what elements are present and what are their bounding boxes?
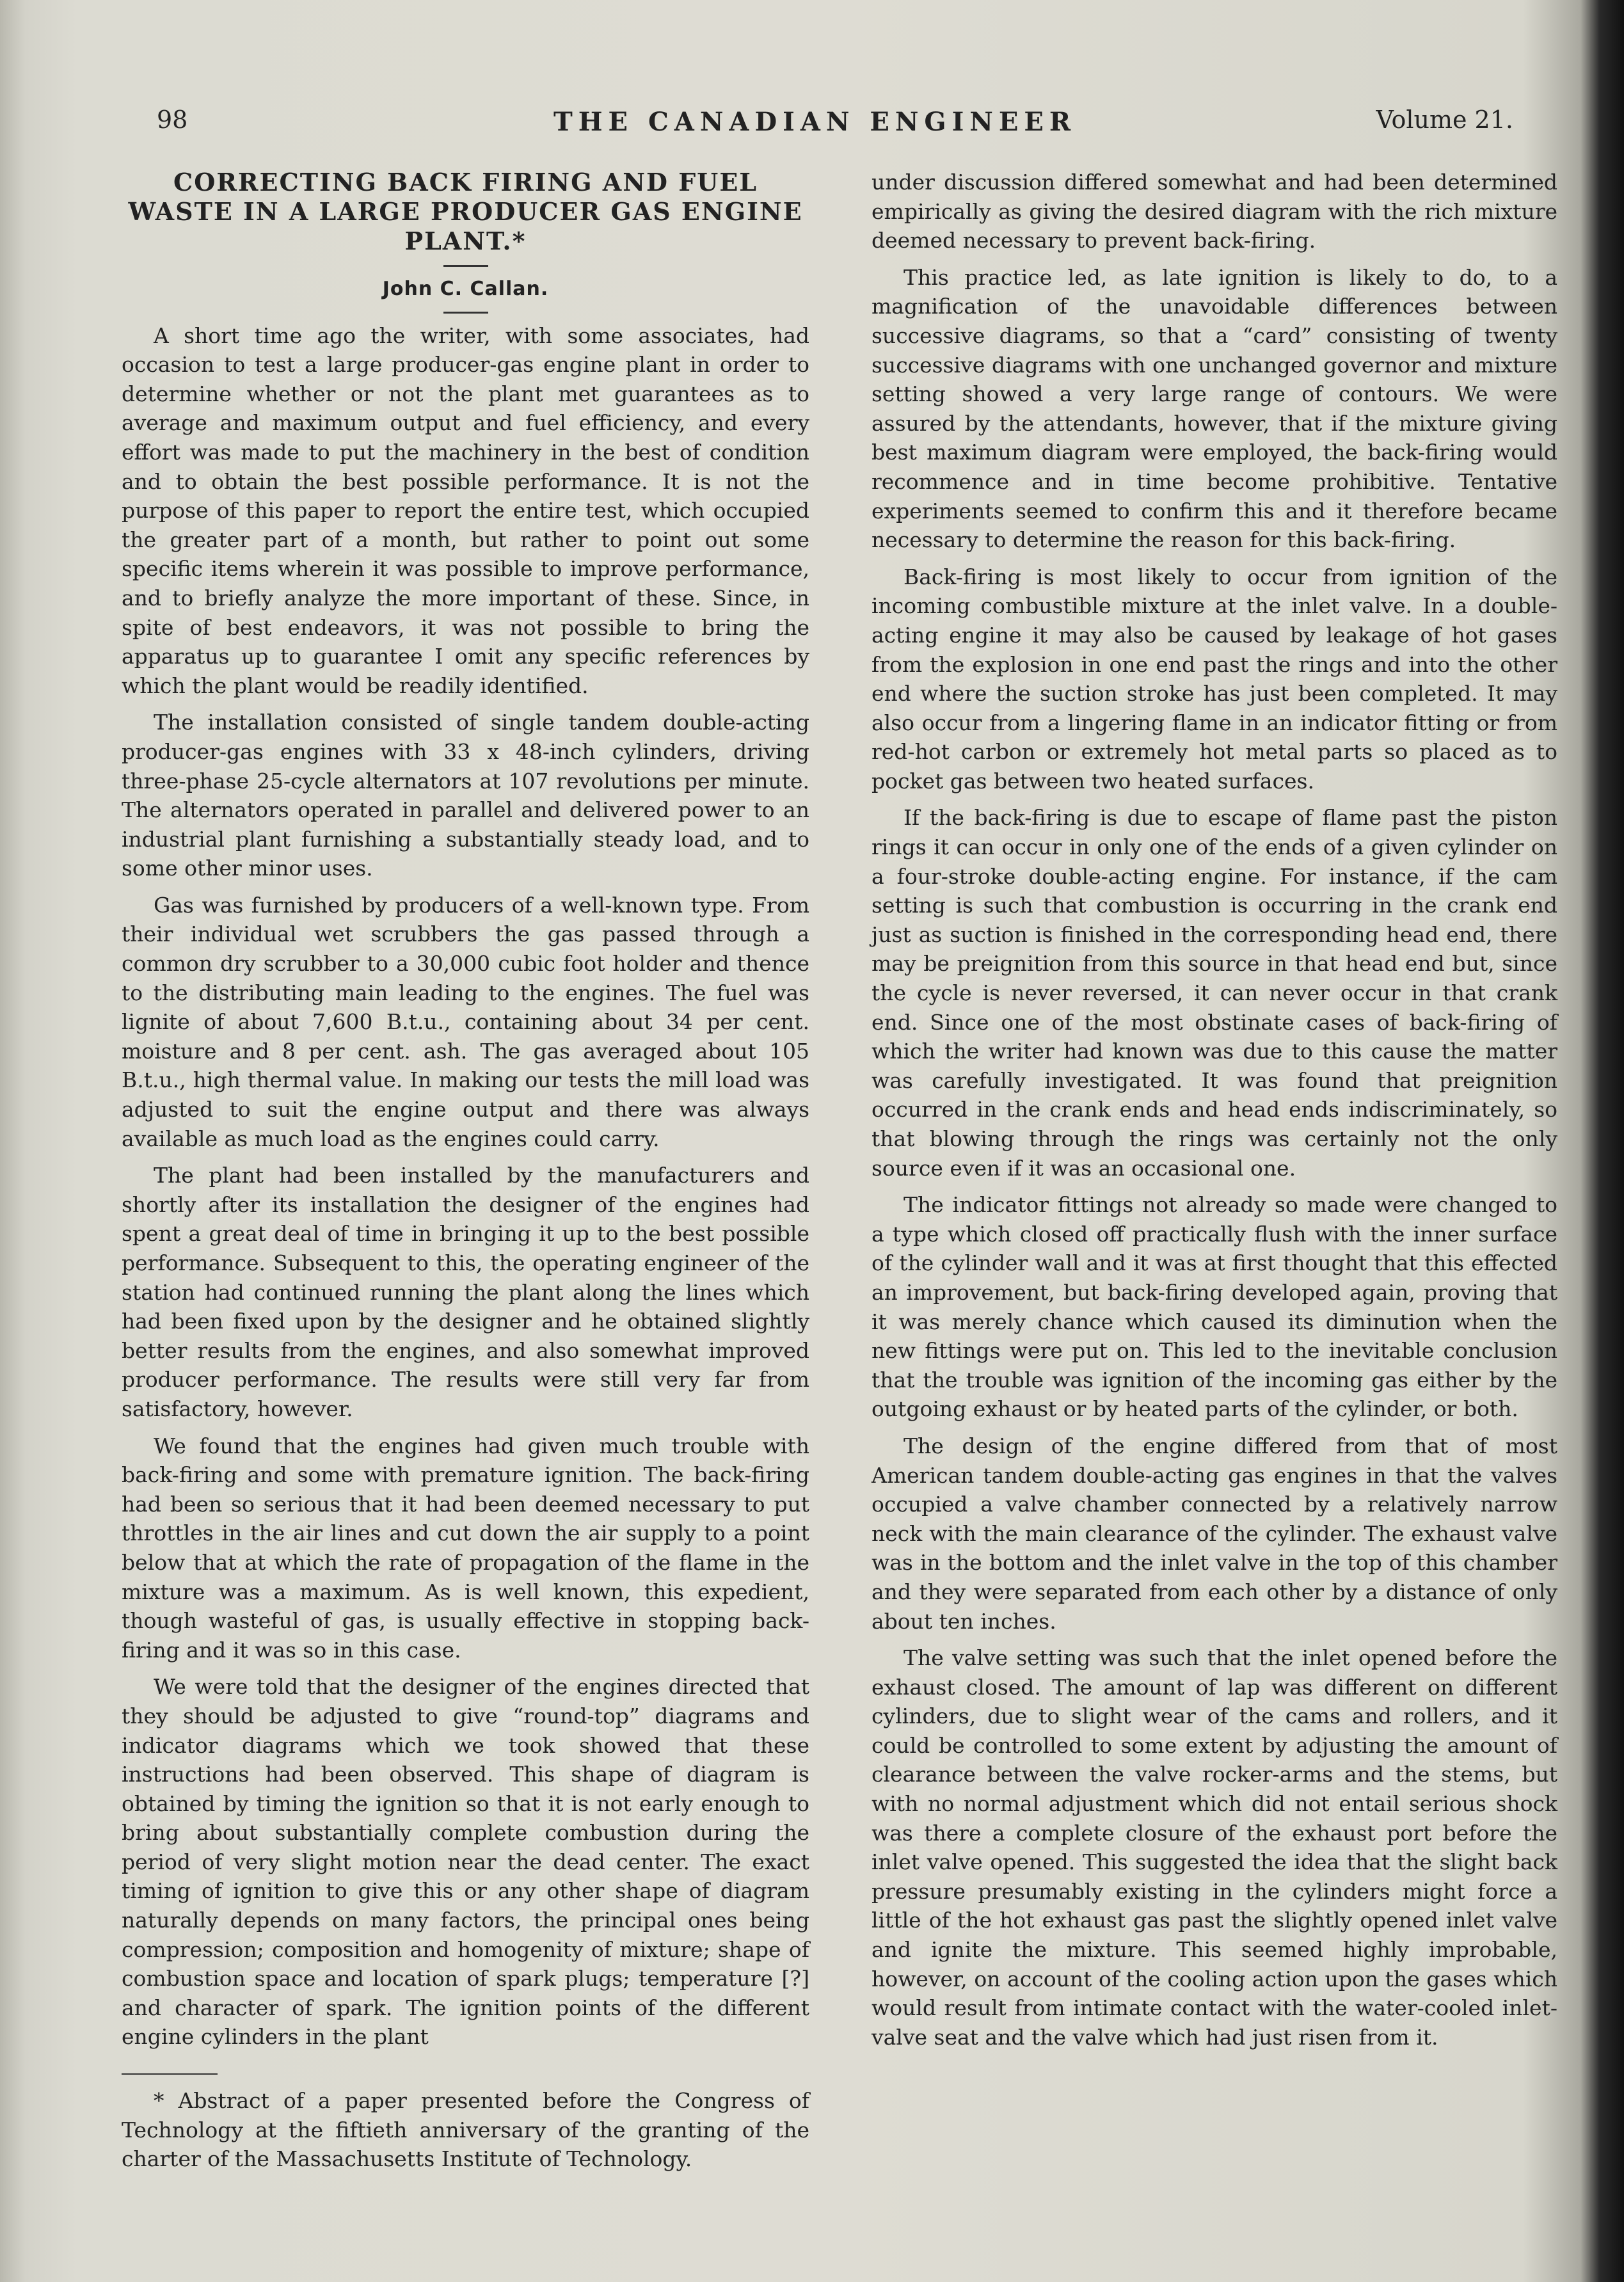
journal-title: THE CANADIAN ENGINEER [553,107,1077,137]
paragraph: The indicator fittings not already so made were changed to a type which closed off practically flush with the inner surface of the cylinder wall and it was at first thought that this effected an improvement, but back-firing developed again, proving that it was merely chance which caused its diminution when the new fittings were put on. This led to the inevitable conclusion that the trouble was ignition of the incoming gas either by the outgoing exhaust or by heated parts of the cylinder, or both. [872,1192,1557,1422]
paragraph: This practice led, as late ignition is likely to do, to a magnification of the unavoidable differences between successive diagrams, so that a “card” consisting of twenty successive diagrams with one unchanged governor and mixture setting showed a very large range of contours. We were assured by the attendants, however, that if the mixture giving best maximum diagram were employed, the back-firing would recommence and in time become prohibitive. Tentative experiments seemed to confirm this and it therefore became necessary to determine the reason for this back-firing. [872,264,1557,553]
paragraph: A short time ago the writer, with some associates, had occasion to test a large producer-gas engine plant in order to determine whether or not the plant met guarantees as to average and maximum output and fuel efficiency, and every effort was made to put the machinery in the best of condition and to obtain the best possible performance. It is not the purpose of this paper to report the entire test, which occupied the greater part of a month, but rather to point out some specific items wherein it was possible to improve performance, and to briefly analyze the more important of these. Since, in spite of best endeavors, it was not possible to bring the apparatus up to guarantee I omit any specific references by which the plant would be readily identified. [122,323,809,698]
paragraph: We found that the engines had given much trouble with back-firing and some with premature ignition. The back-firing had been so serious that it had been deemed necessary to put throttles in the air lines and cut down the air supply to a point below that at which the rate of propagation of the flame in the mixture was a maximum. As is well known, this expedient, though wasteful of gas, is usually effective in stopping back-firing and it was so in this case. [122,1433,809,1663]
paragraph: The plant had been installed by the manufacturers and shortly after its installation the designer of the engines had spent a great deal of time in bringing it up to the best possible performance. Subsequent to this, the operating engineer of the station had continued running the plant along the lines which had been fixed upon by the designer and he obtained slightly better results from the engines, and also somewhat improved producer performance. The results were still very far from satisfactory, however. [122,1163,809,1421]
paragraph: The installation consisted of single tandem double-acting producer-gas engines with 33 x 48-inch cylinders, driving three-phase 25-cycle alternators at 107 revolutions per minute. The alternators operated in parallel and delivered power to an industrial plant furnishing a substantially steady load, and to some other minor uses. [122,710,809,881]
footnote-rule [122,2073,218,2075]
paragraph: Gas was furnished by producers of a well-known type. From their individual wet scrubbers the gas passed through a common dry scrubber to a 30,000 cubic foot holder and thence to the distributing main leading to the engines. The fuel was lignite of about 7,600 B.t.u., containing about 34 per cent. moisture and 8 per cent. ash. The gas averaged about 105 B.t.u., high thermal value. In making our tests the mill load was adjusted to suit the engine output and there was always available as much load as the engines could carry. [122,892,809,1151]
running-header [157,106,1513,144]
paragraph: If the back-firing is due to escape of flame past the piston rings it can occur in only one of the ends of a given cylinder on a four-stroke double-acting engine. For instance, if the cam setting is such that combustion is occurring in the crank end just as suction is finished in the corresponding head end, there may be preignition from this source in that head end but, since the cycle is never reversed, it can never occur in that crank end. Since one of the most obstinate cases of back-firing of which the writer had known was due to this cause the matter was carefully investigated. It was found that preignition occurred in the crank ends and head ends indiscriminately, so that blowing through the rings was certainly not the only source even if it was an occasional one. [872,805,1557,1181]
author-rule [443,312,488,314]
volume-label: Volume 21. [1376,106,1513,134]
paragraph: under discussion differed somewhat and had been determined empirically as giving the desired diagram with the rich mixture deemed necessary to prevent back-firing. [872,170,1557,253]
title-rule [443,265,488,267]
paragraph: The valve setting was such that the inlet opened before the exhaust closed. The amount of lap was different on different cylinders, due to slight wear of the cams and rollers, and it could be controlled to some extent by adjusting the amount of clearance between the valve rocker-arms and the stems, but with no normal adjustment which did not entail serious shock was there a complete closure of the exhaust port before the inlet valve opened. This suggested the idea that the slight back pressure presumably existing in the cylinders might force a little of the hot exhaust gas past the slightly opened inlet valve and ignite the mixture. This seemed highly improbable, however, on account of the cooling action upon the gases which would result from intimate contact with the water-cooled inlet-valve seat and the valve which had just risen from it. [872,1645,1557,2050]
left-column [122,168,809,2174]
page-number: 98 [157,106,188,134]
right-column [872,168,1557,2059]
author-byline: John C. Callan. [382,278,549,300]
footnote: * Abstract of a paper presented before the Congress of Technology at the fiftieth anniversary of the granting of the charter of the Massachusetts Institute of Technology. [122,2088,809,2172]
paragraph: We were told that the designer of the engines directed that they should be adjusted to give “round-top” diagrams and indicator diagrams which we took showed that these instructions had been observed. This shape of diagram is obtained by timing the ignition so that it is not early enough to bring about substantially complete combustion during the period of very slight motion near the dead center. The exact timing of ignition to give this or any other shape of diagram naturally depends on many factors, the principal ones being compression; composition and homogenity of mixture; shape of combustion space and location of spark plugs; temperature [?] and character of spark. The ignition points of the different engine cylinders in the plant [122,1674,809,2050]
paragraph: Back-firing is most likely to occur from ignition of the incoming combustible mixture at the inlet valve. In a double-acting engine it may also be caused by leakage of hot gases from the explosion in one end past the rings and into the other end where the suction stroke has just been completed. It may also occur from a lingering flame in an indicator fitting or from red-hot carbon or extremely hot metal parts so placed as to pocket gas between two heated surfaces. [872,564,1557,794]
article-title: CORRECTING BACK FIRING AND FUEL WASTE IN A LARGE PRODUCER GAS ENGINE PLANT.* [128,168,803,255]
paragraph: The design of the engine differed from that of most American tandem double-acting gas engines in that the valves occupied a valve chamber connected by a relatively narrow neck with the main clearance of the cylinder. The exhaust valve was in the bottom and the inlet valve in the top of this chamber and they were separated from each other by a distance of only about ten inches. [872,1433,1557,1634]
